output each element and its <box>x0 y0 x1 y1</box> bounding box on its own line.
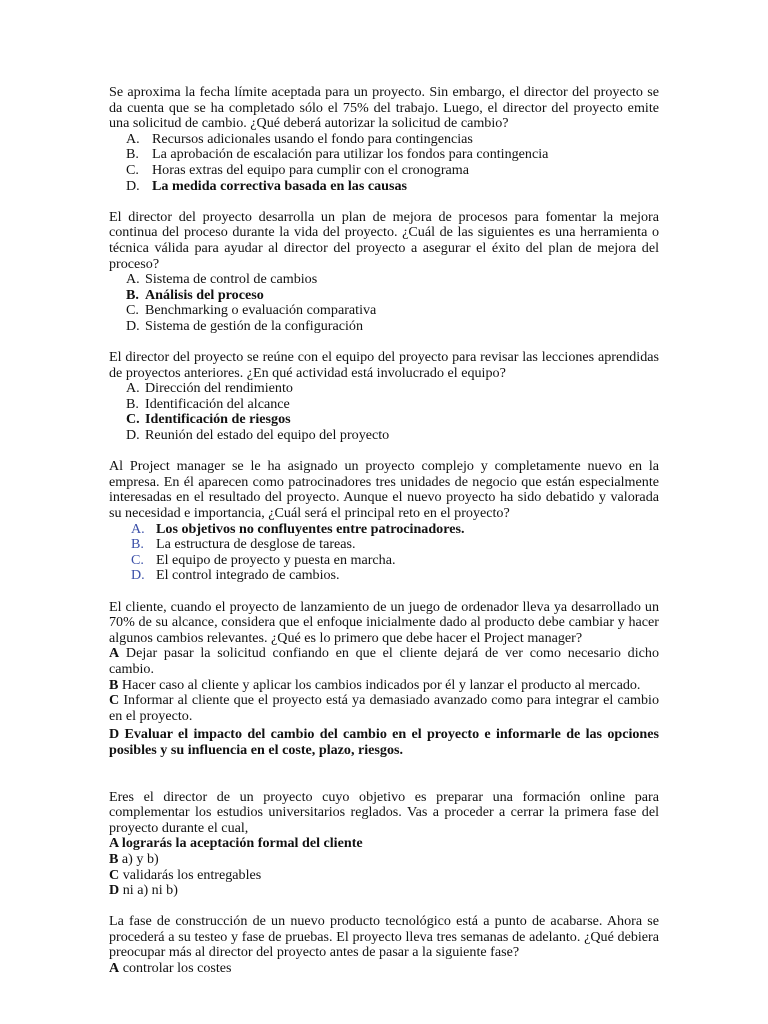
question-6 <box>109 790 659 899</box>
question-7 <box>109 914 659 976</box>
question-stem: Eres el director de un proyecto cuyo objetivo es preparar una formación online para complementar los estudios universitarios reglados. Vas a proceder a cerrar la primera fase del proyecto durante el cual, <box>109 788 659 836</box>
option-c: C. Horas extras del equipo para cumplir con el cronograma <box>126 161 469 178</box>
option-a-correct: A lograrás la aceptación formal del cliente <box>109 835 363 852</box>
option-b-correct: B. Análisis del proceso <box>126 286 264 303</box>
question-5 <box>109 600 659 759</box>
question-stem: El director del proyecto se reúne con el equipo del proyecto para revisar las lecciones aprendidas de proyectos anteriores. ¿En qué actividad está involucrado el equipo? <box>109 349 659 381</box>
option-b: B Hacer caso al cliente y aplicar los cambios indicados por él y lanzar el producto al mercado. <box>109 676 641 693</box>
question-stem: El cliente, cuando el proyecto de lanzamiento de un juego de ordenador lleva ya desarrollado un 70% de su alcance, considera que el enfoque inicialmente dado al producto debe cambiar y hacer algunos cambios relevantes. ¿Qué es lo primero que debe hacer el Project manager? <box>109 598 659 646</box>
option-c: C. Benchmarking o evaluación comparativa <box>126 302 377 319</box>
question-2 <box>109 210 659 335</box>
question-stem: Al Project manager se le ha asignado un proyecto complejo y completamente nuevo en la empresa. En él aparecen como patrocinadores tres unidades de negocio que están especialmente interesadas en el resultado del proyecto. Aunque el nuevo proyecto ha sido debatido y valorada su necesidad e importancia, ¿Cuál será el principal reto en el proyecto? <box>109 458 659 522</box>
option-c: C. El equipo de proyecto y puesta en marcha. <box>131 551 396 568</box>
option-c: C validarás los entregables <box>109 866 262 883</box>
option-d: D. Reunión del estado del equipo del proyecto <box>126 427 390 444</box>
option-a: A. Dirección del rendimiento <box>126 380 293 397</box>
option-a: A. Recursos adicionales usando el fondo para contingencias <box>126 130 473 147</box>
option-b: B. Identificación del alcance <box>126 395 290 412</box>
option-a-correct: A. Los objetivos no confluyentes entre patrocinadores. <box>131 520 465 537</box>
question-stem: La fase de construcción de un nuevo producto tecnológico está a punto de acabarse. Ahora se procederá a su testeo y fase de pruebas. El proyecto lleva tres semanas de adelanto. ¿Qué debiera preocupar más al director del proyecto antes de pasar a la siguiente fase? <box>109 913 659 961</box>
option-c: C Informar al cliente que el proyecto está ya demasiado avanzado como para integrar el cambio en el proyecto. <box>109 692 659 724</box>
question-4 <box>109 459 659 584</box>
option-d-correct: D Evaluar el impacto del cambio del cambio en el proyecto e informarle de las opciones posibles y su influencia en el coste, plazo, riesgos. <box>109 726 659 758</box>
option-b: B. La estructura de desglose de tareas. <box>131 536 356 553</box>
question-3 <box>109 350 659 444</box>
question-stem: El director del proyecto desarrolla un plan de mejora de procesos para fomentar la mejora continua del proceso durante la vida del proyecto. ¿Cuál de las siguientes es una herramienta o técnica válida para ayudar al director del proyecto a asegurar el éxito del plan de mejora del proceso? <box>109 208 659 272</box>
option-a: A. Sistema de control de cambios <box>126 271 318 288</box>
option-b: B a) y b) <box>109 850 159 867</box>
question-stem: Se aproxima la fecha límite aceptada para un proyecto. Sin embargo, el director del proyecto se da cuenta que se ha completado sólo el 75% del trabajo. Luego, el director del proyecto emite una solicitud de cambio. ¿Qué deberá autorizar la solicitud de cambio? <box>109 84 659 132</box>
option-d: D ni a) ni b) <box>109 882 178 899</box>
option-a: A controlar los costes <box>109 960 232 977</box>
option-d: D. El control integrado de cambios. <box>131 567 340 584</box>
document-page <box>109 85 659 992</box>
option-a: A Dejar pasar la solicitud confiando en que el cliente dejará de ver como necesario dicho cambio. <box>109 645 659 677</box>
option-d: D. Sistema de gestión de la configuración <box>126 317 363 334</box>
option-c-correct: C. Identificación de riesgos <box>126 411 291 428</box>
question-1 <box>109 85 659 194</box>
option-d-correct: D. La medida correctiva basada en las causas <box>126 177 407 194</box>
option-b: B. La aprobación de escalación para utilizar los fondos para contingencia <box>126 146 549 163</box>
